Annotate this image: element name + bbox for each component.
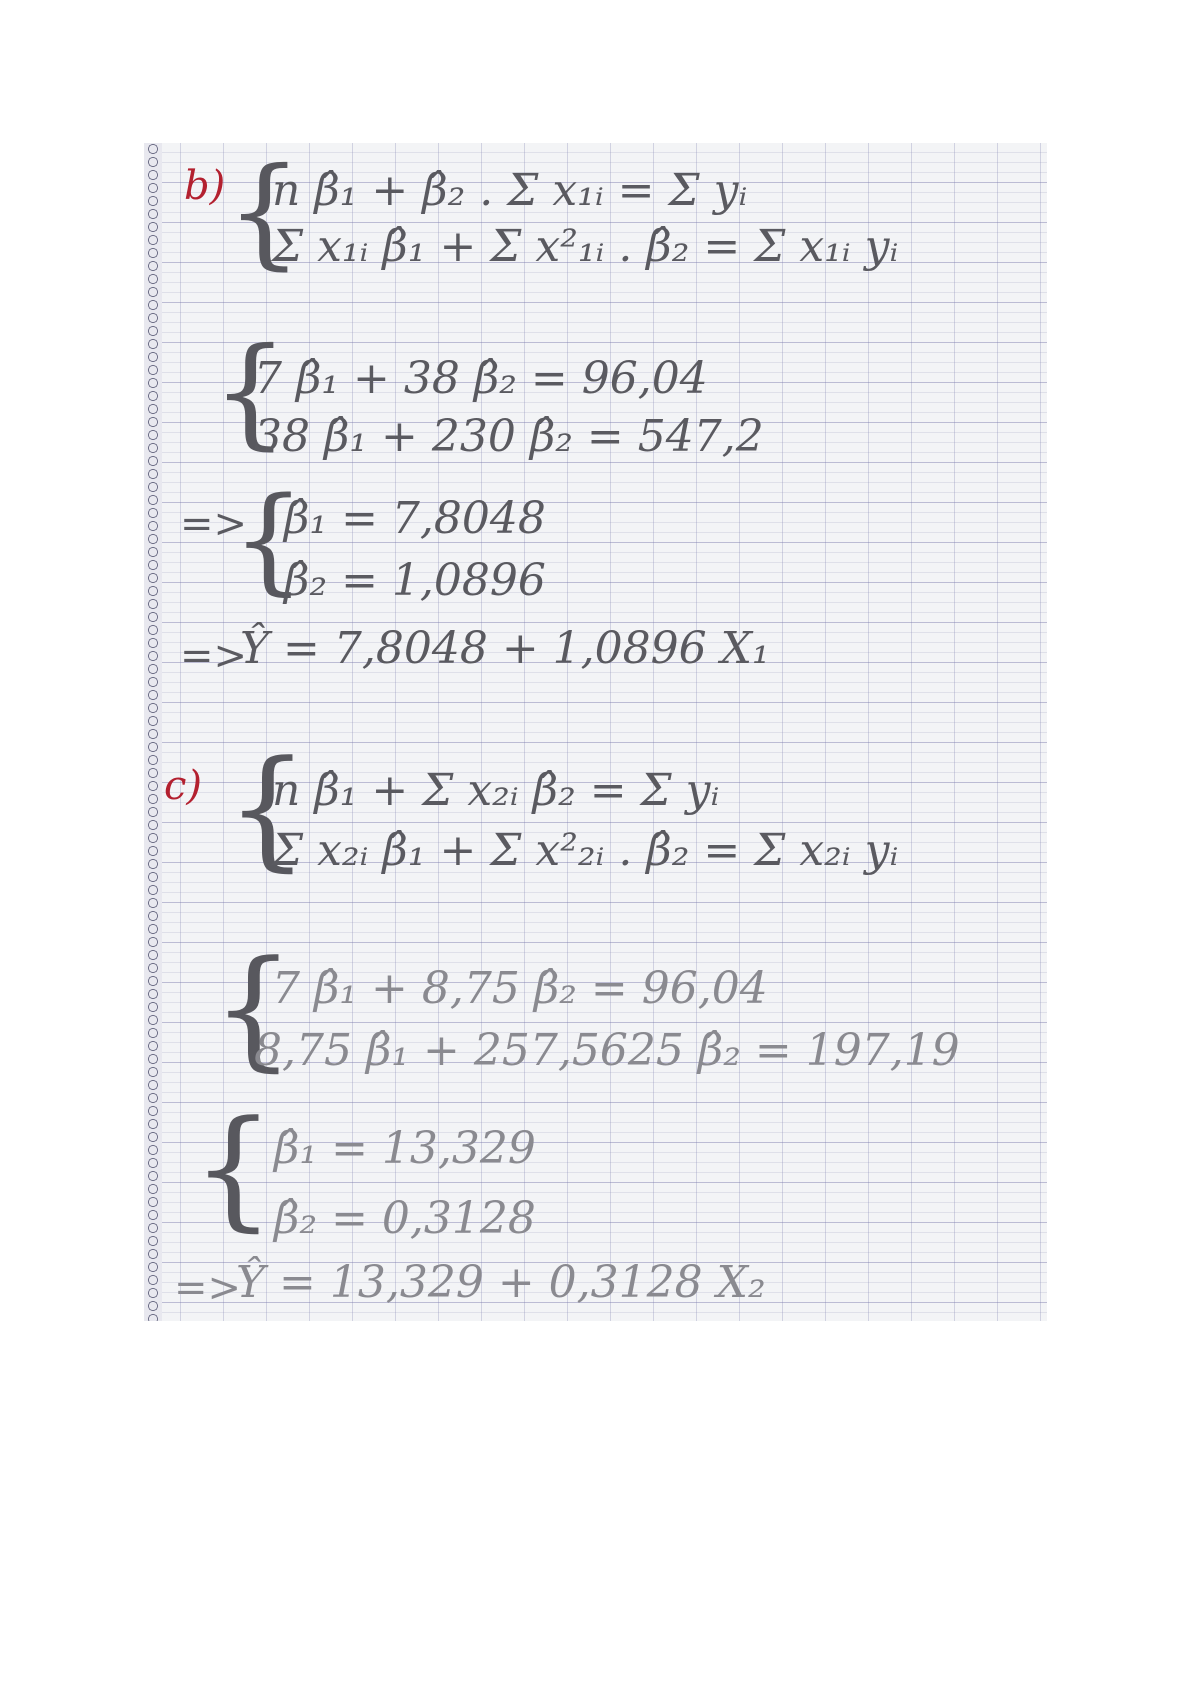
brace: { bbox=[226, 143, 303, 282]
part-c-system2-eq1: 7 β̂₁ + 8,75 β̂₂ = 96,04 bbox=[272, 963, 768, 1014]
brace: { bbox=[212, 932, 295, 1084]
part-c-system2-eq2: 8,75 β̂₁ + 257,5625 β̂₂ = 197,19 bbox=[254, 1025, 960, 1076]
notebook-page bbox=[144, 143, 1047, 1321]
brace: { bbox=[212, 323, 289, 462]
part-c-system1-eq2: Σ x₂ᵢ β̂₁ + Σ x²₂ᵢ . β̂₂ = Σ x₂ᵢ yᵢ bbox=[272, 825, 899, 876]
part-c-label: c) bbox=[164, 763, 203, 809]
part-b-model: Ŷ = 7,8048 + 1,0896 X₁ bbox=[240, 623, 770, 674]
part-b-system1-eq1: n β̂₁ + β̂₂ . Σ x₁ᵢ = Σ yᵢ bbox=[272, 165, 748, 216]
spiral-binding bbox=[144, 143, 162, 1321]
brace: { bbox=[226, 732, 309, 884]
part-b-system2-eq1: 7 β̂₁ + 38 β̂₂ = 96,04 bbox=[254, 353, 708, 404]
brace: { bbox=[192, 1092, 275, 1244]
brace: { bbox=[232, 473, 306, 607]
part-b-beta2: β̂₂ = 1,0896 bbox=[284, 555, 546, 606]
part-b-beta1: β̂₁ = 7,8048 bbox=[284, 493, 546, 544]
part-b-system2-eq2: 38 β̂₁ + 230 β̂₂ = 547,2 bbox=[254, 411, 764, 462]
implies-arrow: => bbox=[180, 501, 248, 547]
part-b-label: b) bbox=[184, 163, 226, 209]
part-c-system1-eq1: n β̂₁ + Σ x₂ᵢ β̂₂ = Σ yᵢ bbox=[272, 765, 720, 816]
implies-arrow: => bbox=[180, 633, 248, 679]
part-c-model: Ŷ = 13,329 + 0,3128 X₂ bbox=[236, 1257, 766, 1308]
part-c-beta2: β̂₂ = 0,3128 bbox=[274, 1193, 536, 1244]
implies-arrow: => bbox=[174, 1265, 242, 1311]
part-c-beta1: β̂₁ = 13,329 bbox=[274, 1123, 536, 1174]
part-b-system1-eq2: Σ x₁ᵢ β̂₁ + Σ x²₁ᵢ . β̂₂ = Σ x₁ᵢ yᵢ bbox=[272, 221, 899, 272]
